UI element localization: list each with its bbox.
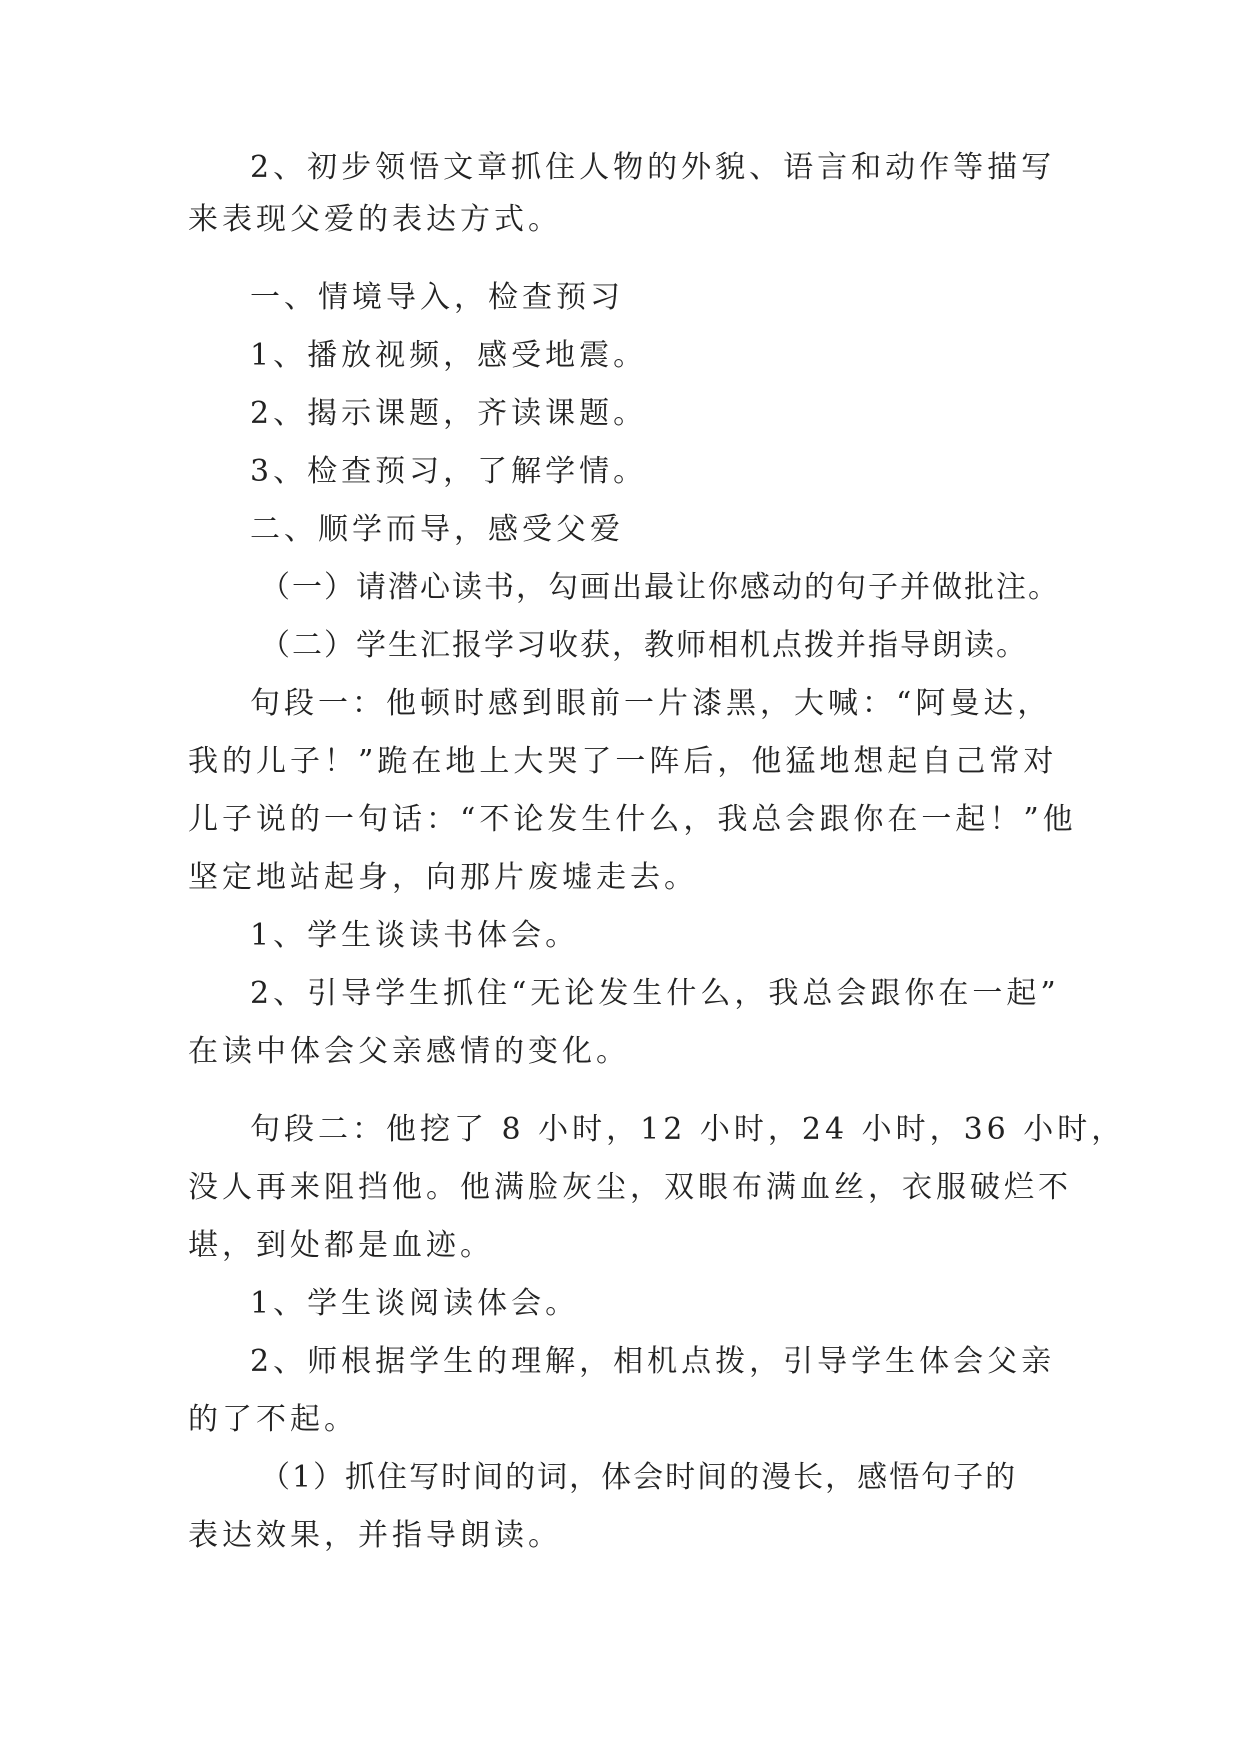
section-heading: 一、情境导入，检查预习 (250, 280, 624, 315)
text-line: （二）学生汇报学习收获，教师相机点拨并指导朗读。 (260, 628, 1028, 663)
text-line: 句段一：他顿时感到眼前一片漆黑，大喊：“阿曼达， (250, 686, 1052, 721)
text-line: 在读中体会父亲感情的变化。 (188, 1034, 630, 1069)
text-line: 儿子说的一句话：“不论发生什么，我总会跟你在一起！”他 (188, 802, 1077, 837)
text-line: 1、学生谈读书体会。 (250, 918, 580, 953)
text-line: 堪，到处都是血迹。 (188, 1228, 494, 1263)
text-line: 2、初步领悟文章抓住人物的外貌、语言和动作等描写 (250, 150, 1056, 185)
text-line: 1、学生谈阅读体会。 (250, 1286, 580, 1321)
text-line: 句段二：他挖了 8 小时，12 小时，24 小时，36 小时， (250, 1112, 1126, 1147)
text-line: 坚定地站起身，向那片废墟走去。 (188, 860, 698, 895)
text-line: 表达效果，并指导朗读。 (188, 1518, 562, 1553)
text-line: 3、检查预习，了解学情。 (250, 454, 648, 489)
text-line: 没人再来阻挡他。他满脸灰尘，双眼布满血丝，衣服破烂不 (188, 1170, 1072, 1205)
text-line: （1）抓住写时间的词，体会时间的漫长，感悟句子的 (260, 1460, 1018, 1495)
text-line: 2、引导学生抓住“无论发生什么，我总会跟你在一起” (250, 976, 1060, 1011)
text-line: 1、播放视频，感受地震。 (250, 338, 648, 373)
text-line: 的了不起。 (188, 1402, 358, 1437)
text-line: （一）请潜心读书，勾画出最让你感动的句子并做批注。 (260, 570, 1060, 605)
section-heading: 二、顺学而导，感受父爱 (250, 512, 624, 547)
text-line: 2、师根据学生的理解，相机点拨，引导学生体会父亲 (250, 1344, 1056, 1379)
text-line: 2、揭示课题，齐读课题。 (250, 396, 648, 431)
text-line: 来表现父爱的表达方式。 (188, 202, 562, 237)
text-line: 我的儿子！”跪在地上大哭了一阵后，他猛地想起自己常对 (188, 744, 1058, 779)
